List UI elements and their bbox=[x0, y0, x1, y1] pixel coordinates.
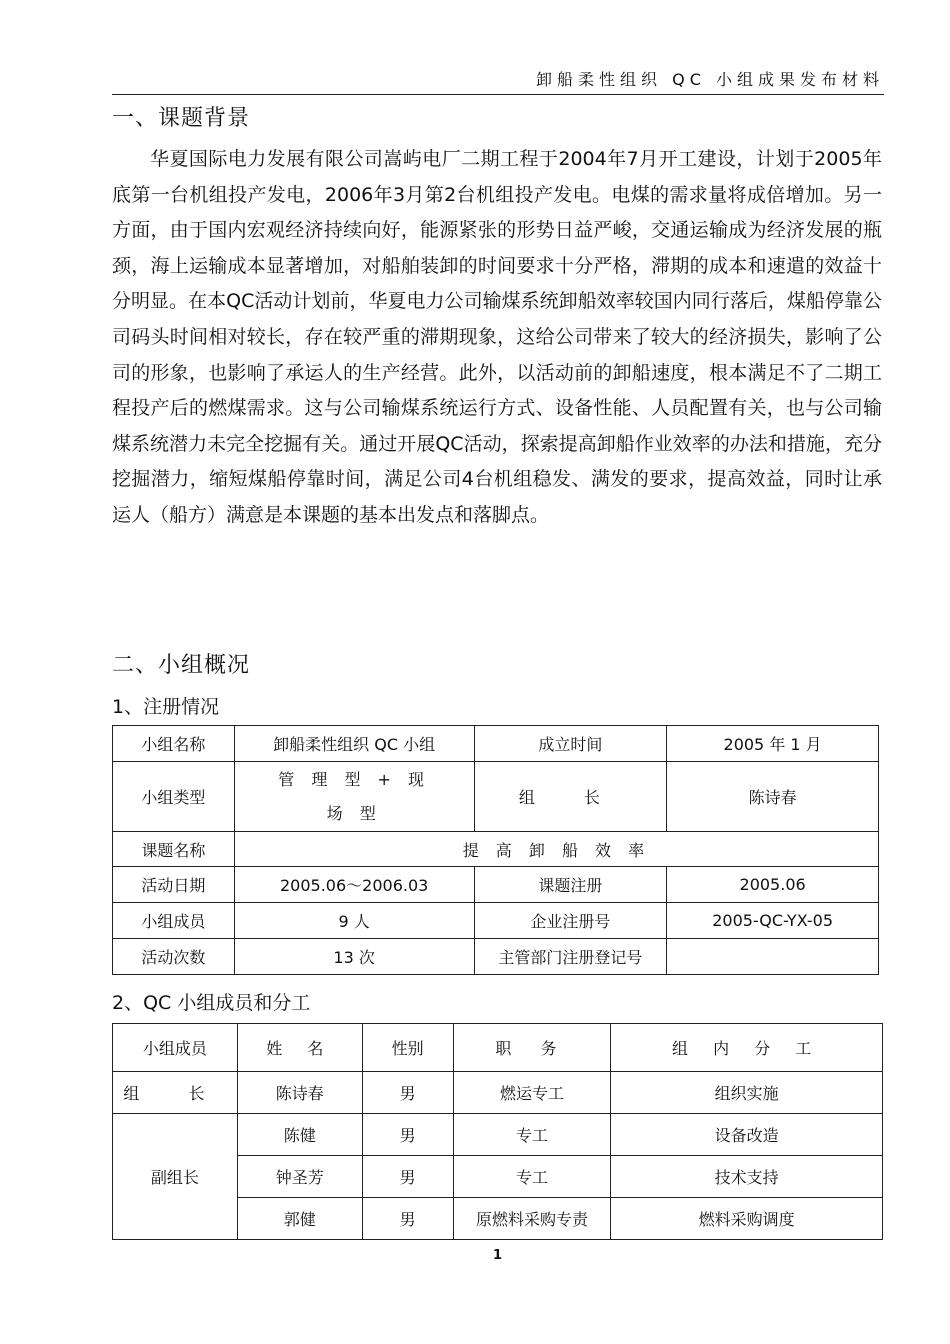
cell-label: 课题注册 bbox=[474, 867, 667, 903]
name-cell: 钟圣芳 bbox=[237, 1156, 362, 1198]
cell-value: 陈诗春 bbox=[667, 762, 879, 832]
cell-value: 2005-QC-YX-05 bbox=[667, 903, 879, 939]
document-header: 卸船柔性组织 QC 小组成果发布材料 bbox=[112, 66, 884, 95]
background-paragraph: 华夏国际电力发展有限公司嵩屿电厂二期工程于2004年7月开工建设，计划于2005年底第一台机组投产发电，2006年3月第2台机组投产发电。电煤的需求量将成倍增加。另一方面，由于国内宏观经济持续向好，能源紧张的形势日益严峻，交通运输成为经济发展的瓶颈，海上运输成本显著增加，对船舶装卸的时间要求十分严格，滞期的成本和速遣的效益十分明显。在本QC活动计划前，华夏电力公司输煤系统卸船效率较国内同行落后，煤船停靠公司码头时间相对较长，存在较严重的滞期现象，这给公司带来了较大的经济损失，影响了公司的形象，也影响了承运人的生产经营。此外，以活动前的卸船速度，根本满足不了二期工程投产后的燃煤需求。这与公司输煤系统运行方式、设备性能、人员配置有关，也与公司输煤系统潜力未完全挖掘有关。通过开展QC活动，探索提高卸船作业效率的办法和措施，充分挖掘潜力，缩短煤船停靠时间，满足公司4台机组稳发、满发的要求，提高效益，同时让承运人（船方）满意是本课题的基本出发点和落脚点。 bbox=[112, 148, 882, 526]
table-row bbox=[113, 1072, 883, 1114]
cell-label: 组 长 bbox=[474, 762, 667, 832]
header-cell: 职 务 bbox=[453, 1024, 611, 1072]
cell-value: 13 次 bbox=[234, 939, 474, 975]
cell-label: 活动次数 bbox=[113, 939, 235, 975]
type-line-2: 场 型 bbox=[326, 803, 382, 823]
page-number: 1 bbox=[492, 1248, 503, 1263]
duty-cell: 组织实施 bbox=[611, 1072, 883, 1114]
cell-value: 2005.06～2006.03 bbox=[234, 867, 474, 903]
cell-label: 企业注册号 bbox=[474, 903, 667, 939]
cell-value: 2005 年 1 月 bbox=[667, 726, 879, 762]
header-cell: 组 内 分 工 bbox=[611, 1024, 883, 1072]
cell-value: 卸船柔性组织 QC 小组 bbox=[234, 726, 474, 762]
cell-label: 主管部门注册登记号 bbox=[474, 939, 667, 975]
gender-cell: 男 bbox=[362, 1156, 453, 1198]
duty-cell: 技术支持 bbox=[611, 1156, 883, 1198]
title-cell: 燃运专工 bbox=[453, 1072, 611, 1114]
gender-cell: 男 bbox=[362, 1072, 453, 1114]
name-cell: 陈健 bbox=[237, 1114, 362, 1156]
subsection-registration: 1、注册情况 bbox=[112, 696, 220, 718]
registration-table bbox=[112, 725, 879, 975]
cell-value bbox=[234, 762, 474, 832]
cell-label: 课题名称 bbox=[113, 832, 235, 867]
section-title-background: 一、课题背景 bbox=[112, 106, 251, 131]
role-cell: 组 长 bbox=[113, 1072, 238, 1114]
cell-value: 9 人 bbox=[234, 903, 474, 939]
header-cell: 性别 bbox=[362, 1024, 453, 1072]
title-cell: 专工 bbox=[453, 1114, 611, 1156]
duty-cell: 燃料采购调度 bbox=[611, 1198, 883, 1240]
section-title-overview: 二、小组概况 bbox=[112, 653, 251, 678]
table-row bbox=[113, 1114, 883, 1156]
cell-value bbox=[667, 939, 879, 975]
cell-label: 成立时间 bbox=[474, 726, 667, 762]
header-cell: 姓 名 bbox=[237, 1024, 362, 1072]
cell-label: 小组成员 bbox=[113, 903, 235, 939]
title-cell: 专工 bbox=[453, 1156, 611, 1198]
title-cell: 原燃料采购专责 bbox=[453, 1198, 611, 1240]
role-cell: 副组长 bbox=[113, 1114, 238, 1240]
type-line-1: 管 理 型 + 现 bbox=[278, 769, 431, 789]
duty-cell: 设备改造 bbox=[611, 1114, 883, 1156]
header-cell: 小组成员 bbox=[113, 1024, 238, 1072]
cell-value: 2005.06 bbox=[667, 867, 879, 903]
name-cell: 陈诗春 bbox=[237, 1072, 362, 1114]
cell-label: 活动日期 bbox=[113, 867, 235, 903]
gender-cell: 男 bbox=[362, 1198, 453, 1240]
cell-label: 小组类型 bbox=[113, 762, 235, 832]
subsection-members: 2、QC 小组成员和分工 bbox=[112, 992, 311, 1014]
name-cell: 郭健 bbox=[237, 1198, 362, 1240]
gender-cell: 男 bbox=[362, 1114, 453, 1156]
cell-value: 提 高 卸 船 效 率 bbox=[234, 832, 878, 867]
members-table bbox=[112, 1023, 883, 1240]
cell-label: 小组名称 bbox=[113, 726, 235, 762]
